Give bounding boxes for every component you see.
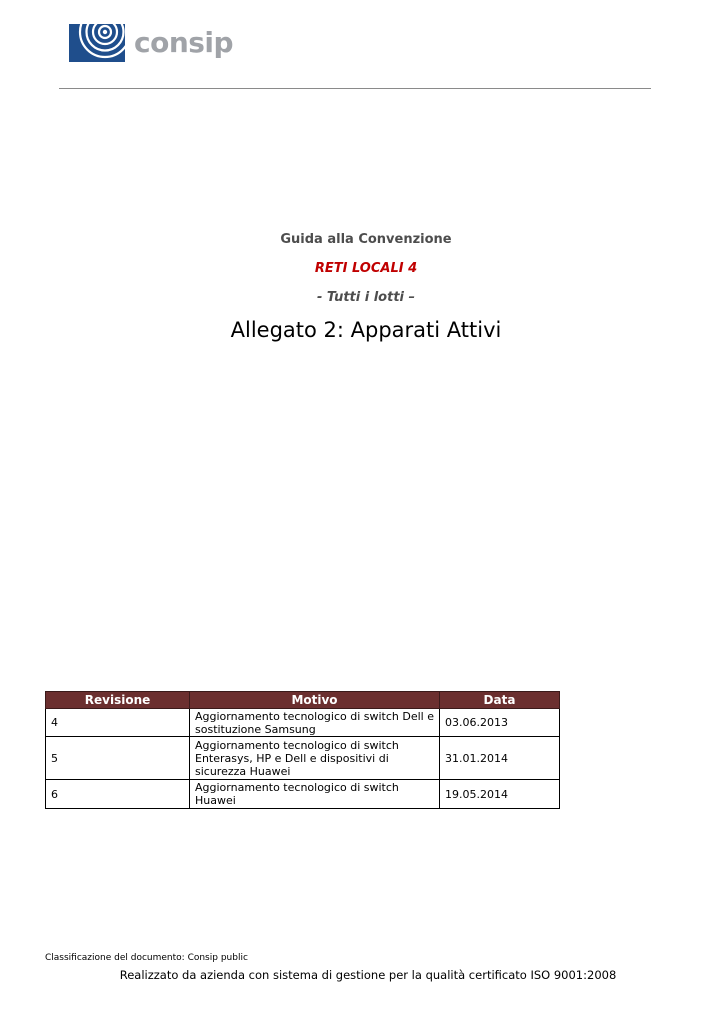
revision-date: 19.05.2014 [440,780,560,809]
lots-subtitle: - Tutti i lotti – [316,290,416,305]
column-header-reason: Motivo [190,692,440,709]
program-name: RETI LOCALI 4 [314,261,418,276]
table-row [46,737,560,780]
revision-date: 31.01.2014 [440,737,560,780]
table-row [46,780,560,809]
revision-reason: Aggiornamento tecnologico di switch Enterasys, HP e Dell e dispositivi di sicurezza Huawei [190,737,440,780]
revision-number: 4 [46,709,190,737]
column-header-revision: Revisione [46,692,190,709]
consip-logo-mark-icon [69,24,125,62]
consip-logo [69,24,234,64]
revision-number: 6 [46,780,190,809]
revision-table-header [46,692,560,709]
header-divider [59,88,651,89]
revision-reason: Aggiornamento tecnologico di switch Huawei [190,780,440,809]
quality-certification: Realizzato da azienda con sistema di gestione per la qualità certificato ISO 9001:2008 [119,968,617,982]
revision-table [45,691,560,809]
column-header-date: Data [440,692,560,709]
revision-date: 03.06.2013 [440,709,560,737]
document-classification: Classificazione del documento: Consip public [45,953,248,963]
table-row [46,709,560,737]
logo-wordmark: consip [134,26,234,59]
revision-number: 5 [46,737,190,780]
guide-title: Guida alla Convenzione [280,232,452,247]
document-title: Allegato 2: Apparati Attivi [230,318,502,342]
revision-reason: Aggiornamento tecnologico di switch Dell e sostituzione Samsung [190,709,440,737]
